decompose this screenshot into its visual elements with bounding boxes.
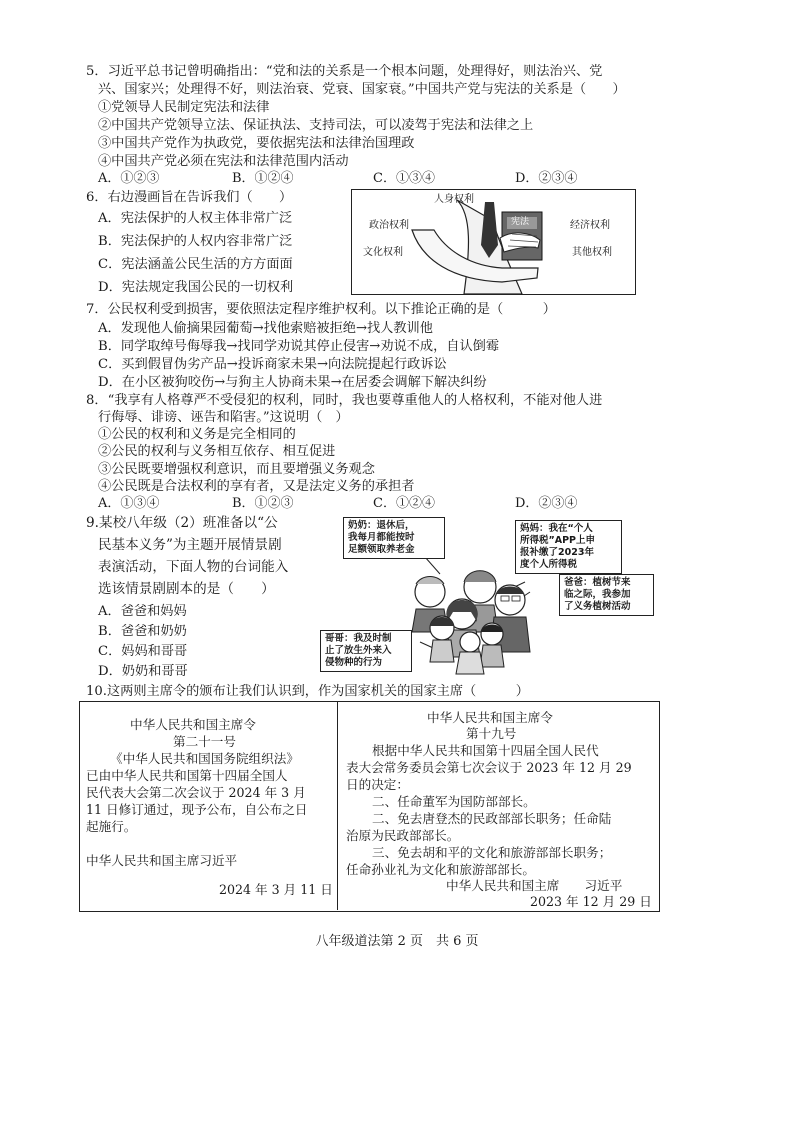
mom-line: 所得税”APP上申	[520, 535, 596, 546]
left-decree-body: 民代表大会第二次会议于 2024 年 3 月	[86, 785, 306, 800]
right-decree-body: 根据中华人民共和国第十四届全国人民代	[372, 743, 599, 758]
label-political-rights: 政治权利	[369, 220, 409, 231]
q8-stem-line-1: 8．“我享有人格尊严不受侵犯的权利，同时，我也要尊重他人的人格权利，不能对他人进	[86, 393, 603, 408]
left-decree-body: 已由中华人民共和国第十四届全国人	[86, 768, 288, 783]
q5-statement: ④中国共产党必须在宪法和法律范围内活动	[98, 154, 349, 169]
q8-statement: ③公民既要增强权利意识，而且要增强义务观念	[98, 462, 375, 477]
q8-stem-line-2: 行侮辱、诽谤、诬告和陷害。”这说明（ ）	[98, 410, 349, 425]
q7-option-a: A．发现他人偷摘果园葡萄→找他索赔被拒绝→找人教训他	[98, 321, 433, 336]
q8-statement: ①公民的权利和义务是完全相同的	[98, 427, 296, 442]
right-decree-number: 第十九号	[466, 726, 517, 741]
q8-statement: ④公民既是合法权利的享有者，又是法定义务的承担者	[98, 479, 415, 494]
right-decree-signer: 中华人民共和国主席 习近平	[446, 878, 623, 893]
mom-line: 妈妈：我在“个人	[520, 523, 593, 534]
right-decree-body: 三、免去胡和平的文化和旅游部部长职务；	[372, 845, 612, 860]
label-other-rights: 其他权利	[572, 247, 612, 258]
brother-speech-bubble	[320, 630, 412, 672]
label-cultural-rights: 文化权利	[363, 247, 403, 258]
hand-on-constitution-illustration	[352, 190, 635, 294]
label-economic-rights: 经济权利	[570, 220, 610, 231]
q9-stem-line-4: 选该情景剧剧本的是（ ）	[98, 581, 275, 597]
q6-option-b: B．宪法保护的人权内容非常广泛	[98, 234, 293, 249]
q8-option-b: B．①②③	[232, 496, 294, 511]
label-constitution-book: 宪法	[511, 217, 530, 227]
q9-stem-line-1: 9.某校八年级（2）班准备以“公	[86, 515, 278, 531]
grandma-line: 我每月都能按时	[348, 532, 415, 543]
q9-option-d: D．奶奶和哥哥	[98, 664, 188, 679]
page-footer: 八年级道法第 2 页 共 6 页	[315, 934, 479, 949]
dad-line: 了义务植树活动	[564, 601, 631, 612]
q9-option-a: A．爸爸和妈妈	[98, 604, 187, 619]
q5-statement: ①党领导人民制定宪法和法律	[98, 100, 270, 115]
left-decree-body: 11 日修订通过，现予公布，自公布之日	[86, 802, 308, 817]
q8-option-a: A．①③④	[98, 496, 160, 511]
q5-stem-line-1: 5．习近平总书记曾明确指出：“党和法的关系是一个根本问题，处理得好，则法治兴、党	[86, 64, 603, 79]
q10-stem: 10.这两则主席令的颁布让我们认识到，作为国家机关的国家主席（ ）	[86, 684, 529, 699]
left-decree-body: 起施行。	[86, 819, 137, 834]
q8-statement: ②公民的权利与义务相互依存、相互促进	[98, 444, 336, 459]
grandma-speech-bubble	[343, 517, 445, 559]
q9-stem-line-3: 表演活动，下面人物的台词能入	[98, 559, 289, 575]
right-decree-title: 中华人民共和国主席令	[427, 710, 553, 725]
brother-line: 哥哥：我及时制	[325, 633, 392, 644]
grandma-line: 奶奶：退休后，	[348, 520, 415, 531]
q6-option-a: A．宪法保护的人权主体非常广泛	[98, 211, 293, 226]
grandma-line: 足额领取养老金	[348, 544, 415, 555]
decree-divider	[337, 701, 338, 910]
q5-option-b: B．①②④	[232, 171, 294, 186]
q6-cartoon	[351, 189, 636, 295]
q5-option-d: D．②③④	[515, 171, 578, 186]
q5-stem-line-2: 兴、国家兴；处理得不好，则法治衰、党衰、国家衰。”中国共产党与宪法的关系是（ ）	[98, 82, 626, 97]
q5-statement: ③中国共产党作为执政党，要依据宪法和法律治国理政	[98, 136, 415, 151]
q9-cartoon	[325, 512, 660, 690]
dad-line: 爸爸：植树节来	[564, 577, 631, 588]
mom-speech-bubble	[515, 520, 622, 574]
q5-option-a: A．①②③	[98, 171, 160, 186]
right-decree-date: 2023 年 12 月 29 日	[530, 894, 652, 909]
right-decree-body: 二、任命董军为国防部部长。	[372, 794, 536, 809]
q5-option-c: C．①③④	[373, 171, 435, 186]
label-personal-rights: 人身权利	[434, 194, 474, 205]
q6-stem: 6．右边漫画旨在告诉我们（ ）	[86, 190, 293, 205]
right-decree-body: 表大会常务委员会第七次会议于 2023 年 12 月 29	[346, 760, 632, 775]
q5-statement: ②中国共产党领导立法、保证执法、支持司法，可以凌驾于宪法和法律之上	[98, 118, 534, 133]
q8-option-c: C．①②④	[373, 496, 435, 511]
q7-stem: 7．公民权利受到损害，要依照法定程序维护权利。以下推论正确的是（ ）	[86, 302, 556, 317]
q9-stem-line-2: 民基本义务”为主题开展情景剧	[98, 537, 282, 553]
left-decree-date: 2024 年 3 月 11 日	[219, 882, 333, 897]
left-decree-signer: 中华人民共和国主席习近平	[86, 853, 238, 868]
brother-line: 止了放生外来入	[325, 645, 392, 656]
left-decree-number: 第二十一号	[173, 734, 236, 749]
q6-option-c: C．宪法涵盖公民生活的方方面面	[98, 257, 293, 272]
q7-option-d: D．在小区被狗咬伤→与狗主人协商未果→在居委会调解下解决纠纷	[98, 375, 487, 390]
left-decree-body: 《中华人民共和国国务院组织法》	[110, 751, 299, 766]
q7-option-c: C．买到假冒伪劣产品→投诉商家未果→向法院提起行政诉讼	[98, 357, 447, 372]
brother-line: 侵物种的行为	[325, 657, 383, 668]
q7-option-b: B．同学取绰号侮辱我→找同学劝说其停止侵害→劝说不成，自认倒霉	[98, 339, 500, 354]
dad-line: 临之际，我参加	[564, 589, 631, 600]
q9-option-c: C．妈妈和哥哥	[98, 644, 188, 659]
q9-option-b: B．爸爸和奶奶	[98, 624, 187, 639]
right-decree-body: 日的决定：	[346, 777, 409, 792]
q6-option-d: D．宪法规定我国公民的一切权利	[98, 280, 294, 295]
q8-option-d: D．②③④	[515, 496, 578, 511]
mom-line: 报补缴了2023年	[520, 547, 594, 558]
dad-speech-bubble	[559, 574, 654, 616]
left-decree-title: 中华人民共和国主席令	[130, 717, 256, 732]
right-decree-body: 治原为民政部部长。	[346, 828, 460, 843]
mom-line: 度个人所得税	[520, 559, 578, 570]
right-decree-body: 任命孙业礼为文化和旅游部部长。	[346, 862, 535, 877]
right-decree-body: 二、免去唐登杰的民政部部长职务；任命陆	[372, 811, 612, 826]
